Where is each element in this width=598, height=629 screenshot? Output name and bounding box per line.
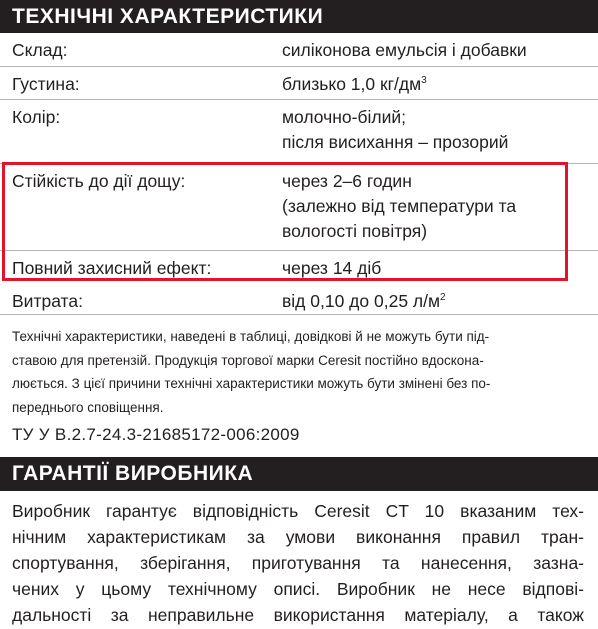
spec-value-text: близько 1,0 кг/дм — [282, 74, 422, 94]
spec-label: Витрата: — [12, 291, 83, 311]
guarantee-line: дальності за неправильне використання матеріалу, а також — [12, 605, 584, 625]
spec-value-line: через 2–6 годин — [282, 171, 412, 191]
spec-row-consumption — [0, 285, 598, 315]
spec-label: Повний захисний ефект: — [12, 258, 212, 278]
spec-value-superscript: 3 — [421, 75, 427, 86]
spec-label: Колір: — [12, 107, 61, 127]
guarantee-line: спортування, зберігання, приготування та нанесення, зазна- — [12, 553, 584, 573]
guarantee-line: нічним характеристикам за умови виконання правил тран- — [12, 527, 584, 547]
spec-value-line: вологості повітря) — [282, 221, 428, 241]
highlight-box — [2, 162, 568, 281]
spec-value — [282, 72, 582, 97]
note-line: переднього сповіщення. — [12, 399, 164, 415]
note-line: ставою для претензій. Продукція торгової марки Ceresit постійно вдоскона- — [12, 352, 484, 368]
spec-label: Склад: — [12, 40, 68, 60]
note-line: Технічні характеристики, наведені в таблиці, довідкові й не можуть бути під- — [12, 329, 490, 344]
guarantee-title: ГАРАНТІЇ ВИРОБНИКА — [12, 462, 254, 485]
spec-value — [282, 38, 582, 63]
spec-row-density — [0, 67, 598, 100]
spec-value-line: молочно-білий; — [282, 107, 407, 127]
standard-code: ТУ У В.2.7-24.3-21685172-006:2009 — [12, 425, 300, 444]
spec-label: Стійкість до дії дощу: — [12, 171, 186, 191]
guarantee-line: Виробник гарантує відповідність Ceresit CT 10 вказаним тех- — [12, 501, 584, 521]
spec-value-line: після висихання – прозорий — [282, 132, 509, 152]
spec-value — [282, 289, 582, 314]
guarantee-line: чених у цьому технічному описі. Виробник не несе відпові- — [12, 579, 584, 599]
spec-label: Густина: — [12, 74, 80, 94]
spec-value-line: (залежно від температури та — [282, 196, 517, 216]
tech-specs-header — [0, 0, 598, 33]
spec-value-line: через 14 діб — [282, 258, 382, 278]
spec-value-superscript: 2 — [440, 292, 446, 303]
spec-row-composition — [0, 33, 598, 67]
tech-specs-title: ТЕХНІЧНІ ХАРАКТЕРИСТИКИ — [12, 4, 324, 28]
note-line: люється. З цієї причини технічні характеристики можуть бути змінені без по- — [12, 376, 491, 391]
spec-value-line: силіконова емульсія і добавки — [282, 40, 527, 60]
disclaimer-note — [12, 325, 584, 419]
spec-row-color — [0, 100, 598, 164]
guarantee-header — [0, 457, 598, 491]
spec-value-text: від 0,10 до 0,25 л/м — [282, 291, 441, 311]
spec-value — [282, 105, 582, 155]
guarantee-text — [12, 498, 584, 628]
